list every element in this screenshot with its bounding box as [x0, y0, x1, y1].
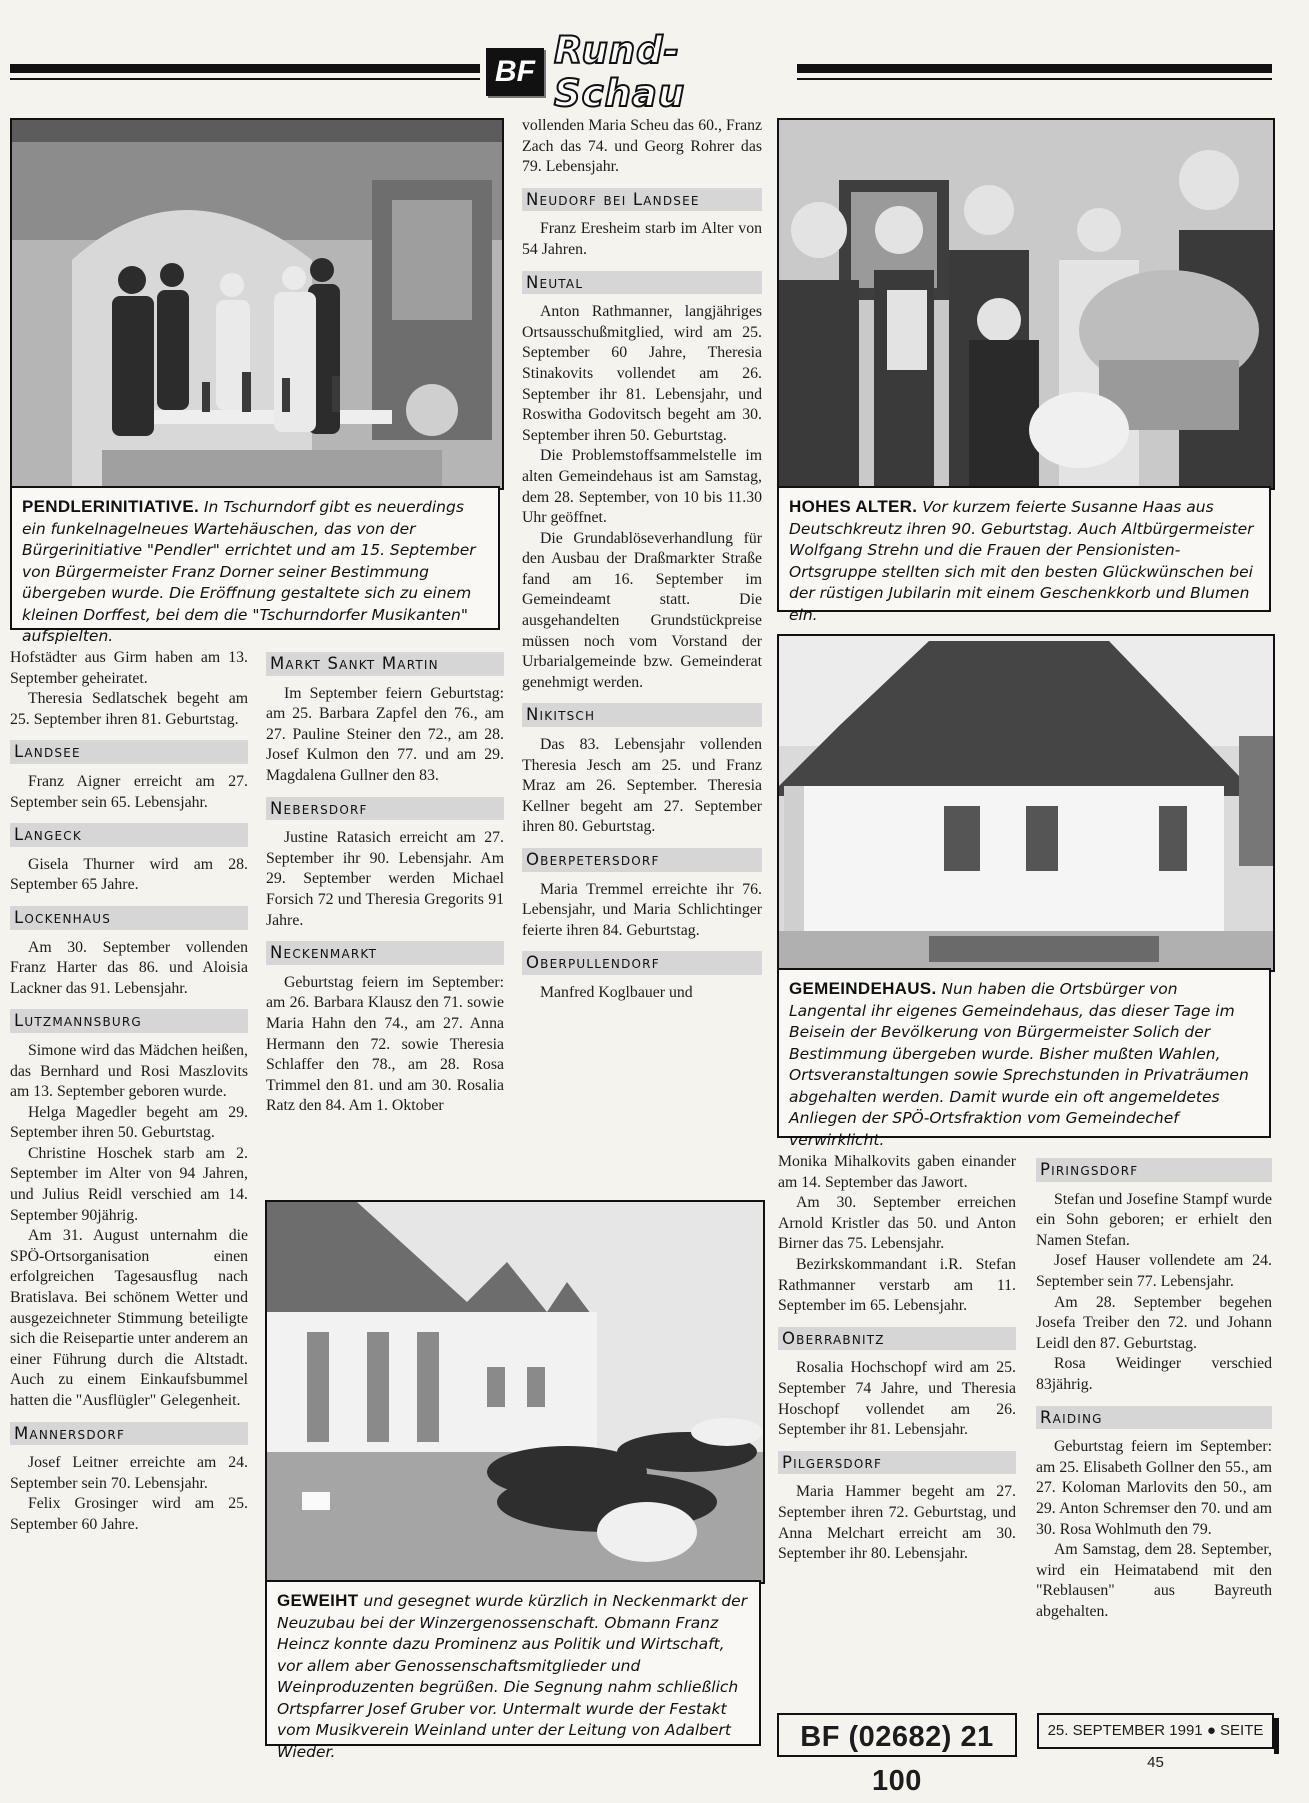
caption-gemeindehaus-text: Nun haben die Ortsbürger von Langental ihr eigenes Gemeindehaus, das dieser Tage im Beisein der Bevölkerung von Bürgermeister Solich der Bestimmung übergeben wurde. Bisher mußten Wahlen, Ortsveranstaltungen sowie Sprechstunden in Privaträumen abgehalten werden. Damit wurde ein oft angemeldetes Anliegen der SPÖ-Ortsfraktion vom Gemeindechef verwirklicht. [789, 980, 1249, 1149]
col3-text: vollenden Maria Scheu das 60., Franz Zach das 74. und Georg Rohrer das 79. Lebensjahr. [522, 117, 762, 176]
bf-logo: BF [486, 48, 544, 96]
col2-text: Justine Ratasich erreicht am 27. September ihr 90. Lebensjahr. Am 29. September werden Michael Forsich 72 und Theresia Gregorits 91 Jahre. [266, 829, 504, 929]
column-1 [10, 648, 248, 1536]
heading-oberpetersdorf: Oberpetersdorf [522, 848, 762, 872]
heading-piringsdorf: Piringsdorf [1036, 1158, 1272, 1182]
heading-mannersdorf: Mannersdorf [10, 1422, 248, 1446]
caption-gemeindehaus [777, 968, 1271, 1149]
heading-nikitsch: Nikitsch [522, 703, 762, 727]
caption-hohes-alter-text: Vor kurzem feierte Susanne Haas aus Deutschkreutz ihren 90. Geburtstag. Auch Altbürgermeister Wolfgang Strehn und die Frauen der Pensionisten-Ortsgruppe stellten sich mit den besten Glückwünschen bei der rüstigen Jubilarin mit einem Geschenkkorb und Blumen ein. [789, 498, 1254, 624]
footer-phone: BF (02682) 21 100 [777, 1713, 1017, 1757]
col1-text: Franz Aigner erreicht am 27. September sein 65. Lebensjahr. [10, 772, 248, 811]
col1-text: Gisela Thurner wird am 28. September 65 Jahre. [10, 855, 248, 894]
col5-text: Stefan und Josefine Stampf wurde ein Sohn geboren; er erhielt den Namen Stefan. [1036, 1190, 1272, 1249]
column-5 [1036, 1148, 1272, 1622]
caption-hohes-alter [777, 486, 1271, 624]
col4-text: Bezirkskommandant i.R. Stefan Rathmanner verstarb am 11. September im 65. Lebensjahr. [778, 1255, 1016, 1315]
caption-geweiht [265, 1580, 761, 1761]
column-3 [522, 116, 762, 1004]
photo-hohes-alter [777, 118, 1275, 490]
heading-neutal: Neutal [522, 271, 762, 295]
col4-text: Maria Hammer begeht am 27. September ihren 72. Geburtstag, und Anna Melchart erreicht am 30. September ihr 80. Lebensjahr. [778, 1483, 1016, 1563]
masthead-rule-right-thin [797, 78, 1272, 80]
col5-text: Geburtstag feiern im September: am 25. Elisabeth Gollner den 55., am 27. Koloman Marlovits den 50., am 29. Anton Schremser den 70. und am 30. Rosa Wohlmuth den 79. [1036, 1438, 1272, 1538]
caption-geweiht-text: und gesegnet wurde kürzlich in Neckenmarkt der Neuzubau bei der Winzergenossenschaft. Obmann Franz Heincz konnte dazu Prominenz aus Politik und Wirtschaft, vor allem aber Genossenschaftsmitglieder und Weinproduzenten begrüßen. Die Segnung nahm schließlich Ortspfarrer Josef Gruber vor. Untermalt wurde der Festakt vom Musikverein Weinland unter der Leitung von Adalbert Wieder. [277, 1592, 748, 1761]
col1-text: Felix Grosinger wird am 25. September 60 Jahre. [10, 1495, 248, 1533]
caption-gemeindehaus-head: GEMEINDEHAUS. [789, 979, 937, 998]
heading-lutzmannsburg: Lutzmannsburg [10, 1009, 248, 1033]
heading-nebersdorf: Nebersdorf [266, 797, 504, 821]
photo-geweiht [265, 1200, 765, 1584]
col1-text: Helga Magedler begeht am 29. September ihren 50. Geburtstag. [10, 1103, 248, 1142]
masthead-rule-left-thin [10, 78, 480, 80]
heading-neckenmarkt: Neckenmarkt [266, 941, 504, 965]
col3-text: Manfred Koglbauer und [540, 983, 693, 1001]
col1-text: Simone wird das Mädchen heißen, das Bernhard und Rosi Maszlovits am 13. September geboren wurde. [10, 1041, 248, 1101]
heading-pilgersdorf: Pilgersdorf [778, 1451, 1016, 1475]
caption-geweiht-head: GEWEIHT [277, 1591, 359, 1610]
heading-markt-sankt-martin: Markt Sankt Martin [266, 652, 504, 676]
heading-raiding: Raiding [1036, 1406, 1272, 1430]
heading-landsee: Landsee [10, 740, 248, 764]
col5-text: Rosa Weidinger verschied 83jährig. [1036, 1355, 1272, 1393]
col3-text: Franz Eresheim starb im Alter von 54 Jahren. [522, 220, 762, 258]
col3-text: Die Problemstoffsammelstelle im alten Gemeindehaus ist am Samstag, dem 28. September, von 10 bis 11.30 Uhr geöffnet. [522, 447, 762, 527]
col5-text: Am Samstag, dem 28. September, wird ein Heimatabend mit den "Reblausen" aus Bayreuth abgehalten. [1036, 1541, 1272, 1620]
col1-text: Josef Leitner erreichte am 24. September sein 70. Lebensjahr. [10, 1454, 248, 1492]
masthead-logo [486, 29, 794, 115]
col2-text: Geburtstag feiern im September: am 26. Barbara Klausz den 71. sowie Maria Hahn den 74., am 27. Anna Hermann den 72. sowie Theresia Schlaffer den 78., am 28. Rosa Trimmel den 81. und am 30. Rosalia Ratz den 84. Am 1. Oktober [266, 973, 504, 1115]
masthead-rule-left [10, 64, 480, 73]
col2-text: Im September feiern Geburtstag: am 25. Barbara Zapfel den 76., am 27. Pauline Steiner den 72., am 28. Josef Kulmon den 77. und am 29. Magdalena Gullner den 83. [266, 684, 504, 784]
caption-pendlerinitiative [10, 486, 500, 645]
col1-text: Christine Hoschek starb am 2. September im Alter von 94 Jahren, und Julius Reidl verschied am 14. September 90jährig. [10, 1144, 248, 1224]
col3-text: Maria Tremmel erreichte ihr 76. Lebensjahr, und Maria Schlichtinger feierte ihren 84. Geburtstag. [522, 880, 762, 939]
heading-oberpullendorf: Oberpullendorf [522, 951, 762, 975]
photo-pendlerinitiative [10, 118, 504, 490]
col3-text: Anton Rathmanner, langjähriges Ortsausschußmitglied, wird am 25. September 60 Jahre, Theresia Stinakovits vollendet am 26. September ihr 81. Lebensjahr, und Roswitha Godovitsch begeht am 30. September ihren 50. Geburtstag. [522, 303, 762, 444]
heading-langeck: Langeck [10, 823, 248, 847]
col4-text: Rosalia Hochschopf wird am 25. September 74 Jahre, und Theresia Hoschopf vollendet am 26. September ihr 81. Lebensjahr. [778, 1359, 1016, 1439]
col5-text: Josef Hauser vollendete am 24. September sein 77. Lebensjahr. [1036, 1252, 1272, 1290]
masthead-title: Rund-Schau [554, 29, 686, 115]
col1-text: Hofstädter aus Girm haben am 13. September geheiratet. [10, 649, 248, 687]
col5-text: Am 28. September begehen Josefa Treiber den 72. und Johann Leidl den 87. Geburtstag. [1036, 1293, 1272, 1352]
heading-lockenhaus: Lockenhaus [10, 906, 248, 930]
caption-hohes-alter-head: HOHES ALTER. [789, 497, 918, 516]
col4-text: Am 30. September erreichen Arnold Kristler das 50. und Anton Birner das 75. Lebensjahr. [778, 1194, 1016, 1253]
caption-pendlerinitiative-head: PENDLERINITIATIVE. [22, 497, 199, 516]
heading-neudorf-bei-landsee: Neudorf bei Landsee [522, 188, 762, 212]
footer-date-page: 25. SEPTEMBER 1991 ● SEITE 45 [1037, 1713, 1274, 1749]
col1-text: Theresia Sedlatschek begeht am 25. September ihren 81. Geburtstag. [10, 690, 248, 728]
column-4 [778, 1152, 1016, 1565]
col3-text: Die Grundablöseverhandlung für den Ausbau der Draßmarkter Straße fand am 16. September im Gemeindeamt statt. Die ausgehandelten Grundstückpreise müssen noch vom Vorstand der Urbarialgemeinde bzw. Gemeinderat genehmigt werden. [522, 529, 762, 691]
col1-text: Am 30. September vollenden Franz Harter das 86. und Aloisia Lackner das 91. Lebensjahr. [10, 938, 248, 997]
caption-pendlerinitiative-text: In Tschurndorf gibt es neuerdings ein funkelnagelneues Wartehäuschen, das von der Bürgerinitiative "Pendler" errichtet und am 15. September von Bürgermeister Franz Dorner seiner Bestimmung übergeben wurde. Die Eröffnung gestaltete sich zu einem kleinen Dorffest, bei dem die "Tschurndorfer Musikanten" aufspielten. [22, 498, 476, 645]
col4-text: Monika Mihalkovits gaben einander am 14. September das Jawort. [778, 1153, 1016, 1191]
masthead-rule-right [797, 64, 1272, 73]
col3-text: Das 83. Lebensjahr vollenden Theresia Jesch am 25. und Franz Mraz am 26. September. Theresia Kellner begeht am 27. September ihren 80. Geburtstag. [522, 736, 762, 836]
column-2 [266, 642, 504, 1117]
heading-oberrabnitz: Oberrabnitz [778, 1327, 1016, 1351]
photo-gemeindehaus [777, 634, 1275, 972]
col1-text: Am 31. August unternahm die SPÖ-Ortsorganisation einen erfolgreichen Tagesausflug nach Bratislava. Bei schönem Wetter und ausgezeichneter Stimmung beteiligte sich die Reisepartie unter anderem an einer Führung durch die Altstadt. Auch zu einem Einkaufsbummel hatten die "Ausflügler" Gelegenheit. [10, 1227, 248, 1409]
